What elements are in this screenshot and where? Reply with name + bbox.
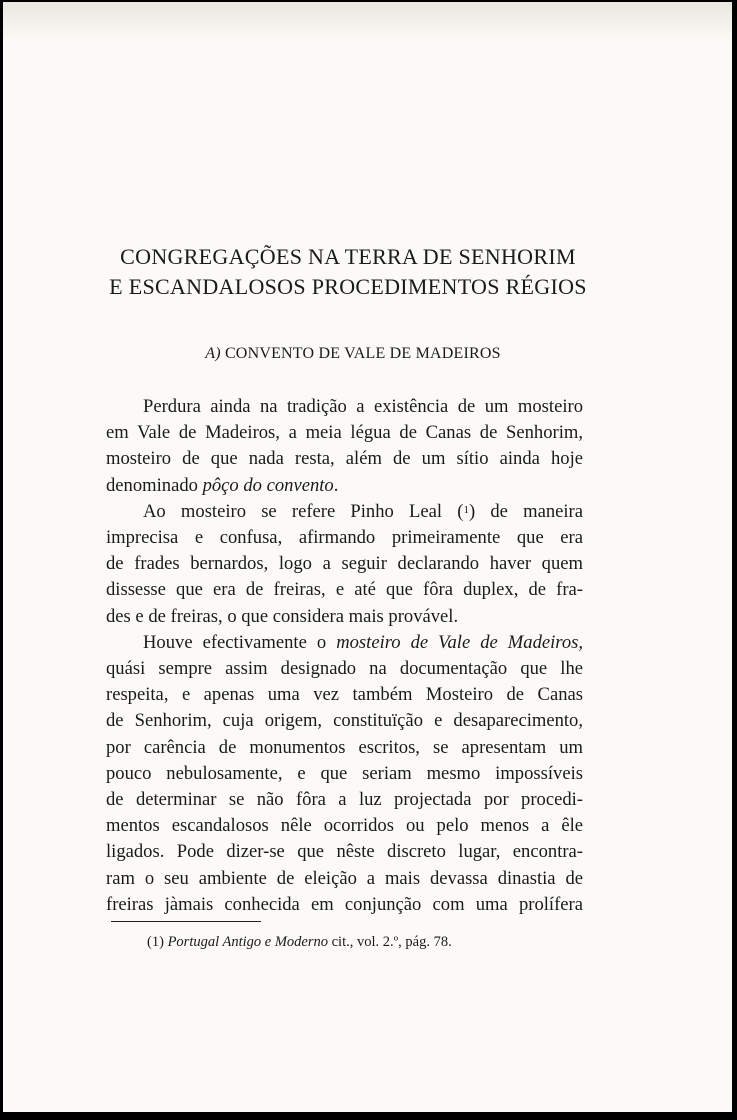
footnote-divider	[111, 921, 261, 922]
paragraph-1-line: em Vale de Madeiros, a meia légua de Canas de Senhorim,	[106, 422, 583, 444]
paragraph-3-line: de Senhorim, cuja origem, constituïção e desaparecimento,	[106, 710, 583, 732]
section-heading	[143, 345, 563, 363]
paragraph-3-line: de determinar se não fôra a luz projectada por procedi-	[106, 789, 583, 811]
paragraph-3-line: mentos escandalosos nêle ocorridos ou pelo menos a êle	[106, 815, 583, 837]
paragraph-1-line: Perdura ainda na tradição a existência de um mosteiro	[143, 396, 583, 417]
text-run: Ao mosteiro se refere Pinho Leal (	[143, 500, 464, 522]
section-marker: A)	[205, 345, 221, 362]
paragraph-2-line: de frades bernardos, logo a seguir declarando haver quem	[106, 553, 583, 575]
paragraph-3-line: quási sempre assim designado na documentação que lhe	[106, 658, 583, 680]
footnote-work-title: Portugal Antigo e Moderno	[167, 934, 328, 950]
paragraph-3-line: por carência de monumentos escritos, se apresentam um	[106, 736, 583, 758]
paragraph-2-line: des e de freiras, o que considera mais provável.	[106, 605, 459, 627]
paragraph-3-line: respeita, e apenas uma vez também Mosteiro de Canas	[106, 684, 583, 706]
text-run: Houve efectivamente o	[143, 631, 337, 653]
book-page	[3, 2, 732, 1112]
section-title: CONVENTO DE VALE DE MADEIROS	[224, 345, 501, 362]
footnote-ref: 1	[463, 503, 469, 516]
footnote-citation: cit., vol. 2.º, pág. 78.	[328, 934, 452, 950]
paragraph-3-line: ram o seu ambiente de eleição a mais devassa dinastia de	[106, 867, 583, 889]
italic-term: mosteiro de Vale de Madeiros,	[336, 631, 584, 653]
paragraph-3-line	[106, 630, 583, 656]
footnote: (1) Portugal Antigo e Moderno cit., vol. 2.º, pág. 78.	[147, 934, 452, 950]
paragraph-3-line: pouco nebulosamente, e que seriam mesmo impossíveis	[106, 762, 583, 784]
paragraph-3-line: freiras jàmais conhecida em conjunção com uma prolífera	[106, 893, 583, 915]
text-run: denominado	[106, 474, 203, 496]
footnote-number: 1	[151, 934, 160, 950]
chapter-title-line-2: E ESCANDALOSOS PROCEDIMENTOS RÉGIOS	[109, 274, 587, 299]
chapter-title-line-1: CONGREGAÇÕES NA TERRA DE SENHORIM	[120, 244, 576, 269]
paragraph-3-line: ligados. Pode dizer-se que nêste discreto lugar, encontra-	[106, 841, 583, 863]
paragraph-1-line	[106, 473, 583, 499]
paragraph-1-line: mosteiro de que nada resta, além de um sítio ainda hoje	[106, 448, 583, 470]
body-text	[106, 394, 583, 918]
text-run: .	[333, 474, 339, 496]
text-run: ) de maneira	[468, 500, 583, 522]
italic-term: pôço do convento	[202, 474, 334, 496]
paragraph-2-line: imprecisa e confusa, afirmando primeiramente que era	[106, 527, 583, 549]
paragraph-2-line: dissesse que era de freiras, e até que fôra duplex, de fra-	[106, 579, 583, 601]
paragraph-2-line	[106, 499, 583, 525]
